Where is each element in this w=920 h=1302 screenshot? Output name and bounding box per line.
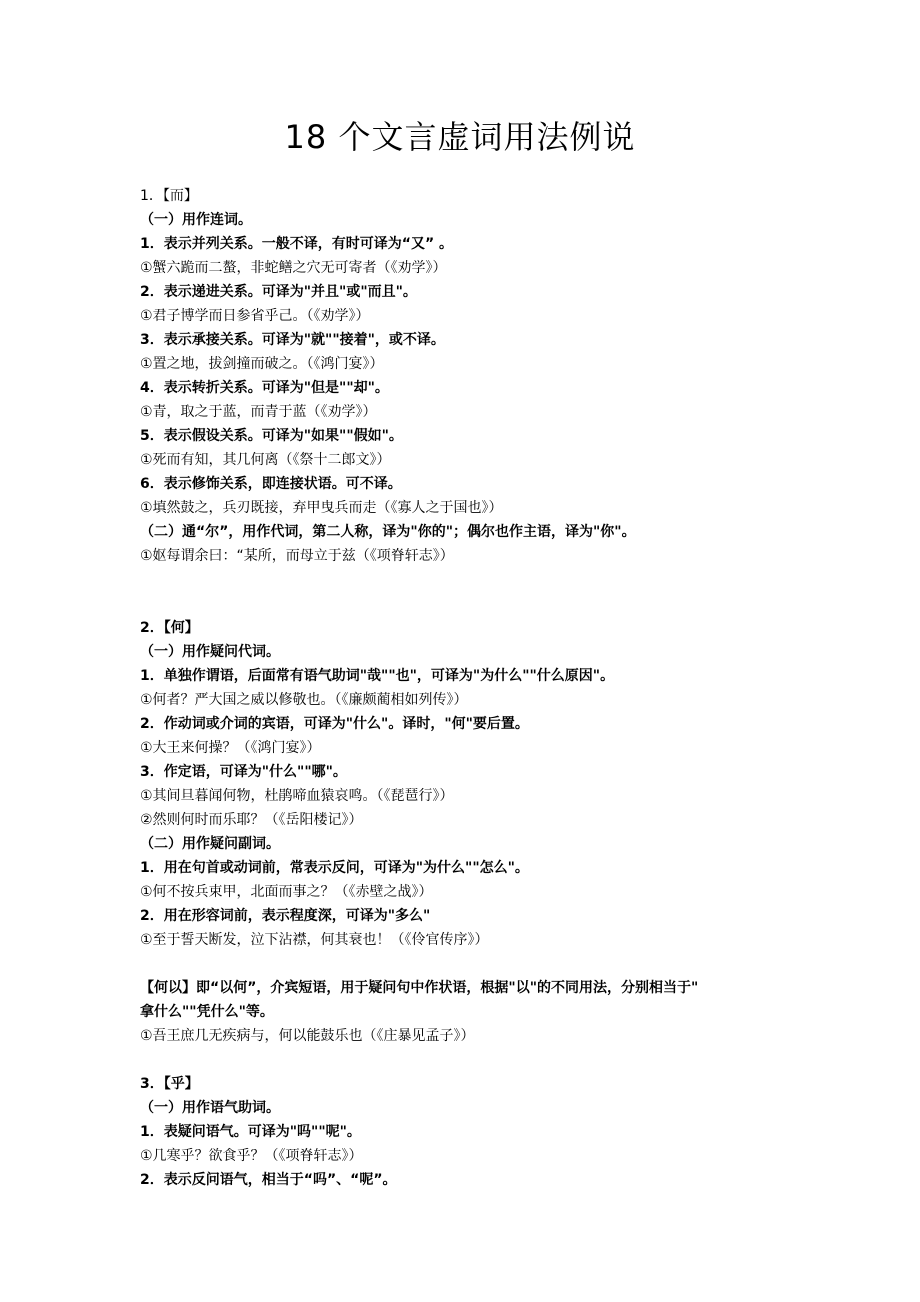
usage-rule: 6．表示修饰关系，即连接状语。可不译。	[140, 476, 402, 492]
section-spacer	[140, 1048, 800, 1072]
subheading: （一）用作语气助词。	[140, 1100, 280, 1116]
example-sentence: ①吾王庶几无疾病与，何以能鼓乐也（《庄暴见孟子》）	[140, 1028, 475, 1044]
section-heading-he: 2．【何】	[140, 620, 199, 636]
usage-rule: 3．表示承接关系。可译为"就""接着"，或不译。	[140, 332, 445, 348]
usage-rule: 1．用在句首或动词前，常表示反问，可译为"为什么""怎么"。	[140, 860, 529, 876]
example-sentence: ②然则何时而乐耶？（《岳阳楼记》）	[140, 812, 363, 828]
section-spacer	[140, 568, 800, 616]
usage-rule: 2．表示递进关系。可译为"并且"或"而且"。	[140, 284, 417, 300]
usage-rule: 3．作定语，可译为"什么""哪"。	[140, 764, 347, 780]
example-sentence: ①至于誓天断发，泣下沾襟，何其衰也！（《伶官传序》）	[140, 932, 489, 948]
section-heading-er: 1．【而】	[140, 188, 198, 204]
subheading: （一）用作疑问代词。	[140, 644, 280, 660]
section-spacer	[140, 952, 800, 976]
example-sentence: ①大王来何操？（《鸿门宴》）	[140, 740, 321, 756]
usage-rule: 1．单独作谓语，后面常有语气助词"哉""也"，可译为"为什么""什么原因"。	[140, 668, 615, 684]
usage-rule: 4．表示转折关系。可译为"但是""却"。	[140, 380, 389, 396]
subheading: （一）用作连词。	[140, 212, 252, 228]
section-heading-heyi: 【何以】即“以何”，介宾短语，用于疑问句中作状语，根据"以"的不同用法，分别相当于"	[140, 980, 699, 996]
usage-rule: 5．表示假设关系。可译为"如果""假如"。	[140, 428, 403, 444]
example-sentence: ①何者？严大国之威以修敬也。（《廉颇蔺相如列传》）	[140, 692, 468, 708]
example-sentence: ①何不按兵束甲，北面而事之？（《赤壁之战》）	[140, 884, 433, 900]
example-sentence: ①其间旦暮闻何物，杜鹃啼血猿哀鸣。（《琵琶行》）	[140, 788, 454, 804]
example-sentence: ①置之地，拔剑撞而破之。（《鸿门宴》）	[140, 356, 384, 372]
usage-rule: 2．作动词或介词的宾语，可译为"什么"。译时，"何"要后置。	[140, 716, 529, 732]
example-sentence: ①妪每谓余曰：“某所，而母立于兹（《项脊轩志》）	[140, 548, 454, 564]
example-sentence: ①青，取之于蓝，而青于蓝（《劝学》）	[140, 404, 377, 420]
document-body	[140, 184, 800, 1192]
section-heading-heyi-cont: 拿什么""凭什么"等。	[140, 1004, 274, 1020]
page-title: 18 个文言虚词用法例说	[284, 118, 636, 156]
section-heading-hu: 3．【乎】	[140, 1076, 199, 1092]
usage-rule: 1．表示并列关系。一般不译，有时可译为“又” 。	[140, 236, 454, 252]
example-sentence: ①蟹六跪而二螯，非蛇鳝之穴无可寄者（《劝学》）	[140, 260, 447, 276]
usage-rule: 1．表疑问语气。可译为"吗""呢"。	[140, 1124, 361, 1140]
subheading: （二）通“尔”，用作代词，第二人称，译为"你的"；偶尔也作主语，译为"你"。	[140, 524, 636, 540]
usage-rule: 2．用在形容词前，表示程度深，可译为"多么"	[140, 908, 431, 924]
example-sentence: ①填然鼓之，兵刃既接，弃甲曳兵而走（《寡人之于国也》）	[140, 500, 503, 516]
usage-rule: 2．表示反问语气，相当于“吗”、“呢”。	[140, 1172, 397, 1188]
example-sentence: ①死而有知，其几何离（《祭十二郎文》）	[140, 452, 391, 468]
subheading: （二）用作疑问副词。	[140, 836, 280, 852]
example-sentence: ①几寒乎？欲食乎？（《项脊轩志》）	[140, 1148, 363, 1164]
example-sentence: ①君子博学而日参省乎己。（《劝学》）	[140, 308, 370, 324]
